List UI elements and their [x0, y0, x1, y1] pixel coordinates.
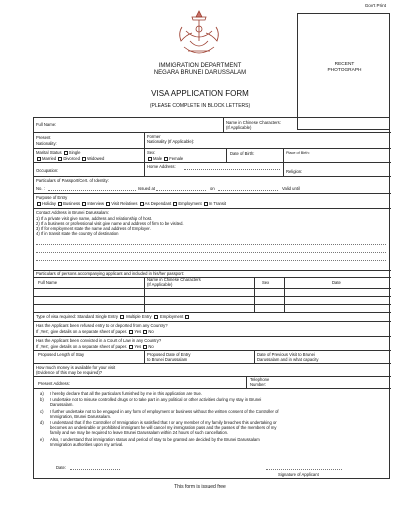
declaration-line: Immigration, Brunei Darussalam. — [50, 413, 111, 419]
declaration-key: c) — [40, 408, 44, 414]
accompany-col-sex: Sex — [262, 280, 270, 285]
money-question-1: How much money is available for your visit — [36, 365, 116, 370]
signature-label: Signature of Applicant — [278, 472, 319, 477]
employment-visa-checkbox[interactable] — [185, 315, 189, 319]
dob-label: Date of Birth: — [230, 151, 255, 156]
passport-no-label: No. : — [36, 186, 45, 191]
sex-label: Sex: — [147, 150, 156, 155]
form-title: VISA APPLICATION FORM — [151, 89, 249, 98]
refused-note: If ,Yes', give details on a separate sheet of paper. — [36, 329, 128, 334]
refused-yes-checkbox[interactable] — [129, 330, 133, 334]
declaration-key: b) — [40, 397, 44, 403]
refused-question: Has the Applicant been refused entry to or deported from any Country? — [36, 323, 168, 328]
purpose-option: In Transit — [208, 201, 227, 206]
business-checkbox[interactable] — [58, 202, 62, 206]
contact-item: 3) If for employment state the name and address of Employer. — [36, 226, 151, 231]
chinese-name-label-2: (If Applicable) — [226, 125, 252, 130]
refused-no-checkbox[interactable] — [143, 330, 147, 334]
issued-on-label: on — [210, 186, 215, 191]
dependant-checkbox[interactable] — [140, 202, 144, 206]
declaration-line: I undertake not to misuse controlled drugs or to take part in any political or other activities during my stay in Brunei — [50, 397, 262, 403]
contact-item: 4) If in transit state the country of destination — [36, 231, 119, 236]
visa-type-label: Type of visa required: Standard Single Entry — [36, 314, 118, 319]
convicted-note: If ,Yes', give details on a separate sheet of paper. — [36, 344, 128, 349]
occupation-label: Occupation: — [36, 168, 59, 173]
purpose-option: Employment — [178, 201, 202, 206]
former-nationality-label-1: Former — [147, 134, 161, 139]
convicted-no-label: No — [148, 344, 154, 349]
holiday-checkbox[interactable] — [37, 202, 41, 206]
form-table — [33, 117, 390, 479]
pob-label: Place of Birth: — [286, 151, 310, 155]
declaration-item — [40, 437, 386, 447]
issued-at-label: Issued at — [138, 186, 155, 191]
present-nationality-label-1: Present — [36, 135, 51, 140]
former-nationality-label-2: Nationality (If Applicable): — [147, 139, 195, 144]
telephone-label-2: Number: — [250, 382, 267, 387]
entry-date-label-2: to Brunei Darussalam — [147, 357, 188, 362]
entry-date-label-1: Proposed Date of Entry — [147, 352, 191, 357]
govt-print-label: Gov't Print — [364, 3, 386, 8]
male-checkbox[interactable] — [148, 157, 152, 161]
declaration-line: Immigration authorities upon my arrival. — [50, 441, 124, 447]
purpose-option: Visit Relatives — [111, 201, 138, 206]
declaration-key: a) — [40, 391, 44, 396]
present-nationality-label-2: Nationality: — [36, 141, 57, 146]
single-entry-checkbox[interactable] — [120, 315, 124, 319]
date-label: Date: — [56, 465, 67, 470]
male-label: Male — [153, 156, 163, 161]
contact-item: 1) If a private visit give name, address and relationship of host. — [36, 216, 153, 221]
multiple-entry-label: Multiple Entry — [126, 314, 152, 319]
interview-checkbox[interactable] — [82, 202, 86, 206]
photo-label-2: PHOTOGRAPH — [327, 68, 362, 73]
previous-visit-label-2: Darussalam and in what capacity — [257, 357, 319, 362]
refused-no-label: No — [148, 329, 154, 334]
declaration-line: Darussalam. — [50, 402, 74, 408]
telephone-label-1: Telephone — [250, 377, 270, 382]
valid-until-label: Valid until — [282, 186, 300, 191]
money-question-2: (Evidence of this may be required)? — [36, 370, 103, 375]
declaration-line: Also, I understand that immigration status and period of stay to be granted are decided by the Brunei Darussalam — [50, 436, 260, 442]
purpose-option: Interview — [87, 201, 105, 206]
passport-label: Particulars of Passport/Cert. of Identity: — [36, 178, 109, 183]
contact-address-label: Contact Address in Brunei Darussalam: — [36, 210, 110, 215]
multiple-entry-checkbox[interactable] — [154, 315, 158, 319]
accompany-label: Particulars of persons accompanying applicant and included in his/her passport: — [36, 271, 185, 276]
marital-status-label: Marital Status — [36, 150, 62, 155]
crest-logo — [172, 7, 226, 61]
convicted-yes-checkbox[interactable] — [129, 345, 133, 349]
married-checkbox[interactable] — [37, 157, 41, 161]
purpose-option: As Dependant — [144, 201, 172, 206]
convicted-details — [36, 344, 154, 349]
home-address-label: Home Address: — [147, 164, 176, 169]
purpose-label: Purpose of Entry — [36, 195, 68, 200]
form-subtitle: (PLEASE COMPLETE IN BLOCK LETTERS) — [149, 103, 251, 109]
widowed-label: Widowed — [87, 156, 105, 161]
accompany-col-chinese-2: (If Applicable) — [147, 282, 173, 287]
declaration-item — [40, 409, 386, 419]
refused-yes-label: Yes — [134, 329, 142, 334]
declaration-line: family and we may be required to leave Brunei Darussalam within 24 hours of such cancellation. — [50, 430, 229, 436]
visa-type — [36, 314, 190, 319]
female-checkbox[interactable] — [164, 157, 168, 161]
declaration-item — [40, 397, 386, 407]
photo-box — [297, 13, 390, 130]
transit-checkbox[interactable] — [204, 202, 208, 206]
previous-visit-label-1: Date of Previous Visit to Brunei — [257, 352, 315, 357]
issued-free-note: This form is issued free — [174, 484, 226, 490]
employment-visa-label: Employment — [160, 314, 184, 319]
department-title: IMMIGRATION DEPARTMENT — [158, 63, 242, 69]
religion-label: Religion: — [286, 169, 303, 174]
female-label: Female — [169, 156, 184, 161]
convicted-yes-label: Yes — [134, 344, 142, 349]
visit-relatives-checkbox[interactable] — [106, 202, 110, 206]
single-label: Single — [68, 150, 81, 155]
declaration-line: becomes an undesirable or prohibited immigrant he will cancel my immigration pass and the passes of the members of my — [50, 425, 277, 431]
declaration-key: e) — [40, 436, 44, 442]
present-address-label: Present Address: — [38, 381, 70, 386]
declaration-item — [40, 391, 386, 396]
purpose-option: Holiday — [42, 201, 56, 206]
declaration-line: I further undertake not to be engaged in any form of employment or business without the written consent of the Controller of — [50, 408, 279, 414]
accompany-col-date: Date — [332, 280, 341, 285]
married-label: Married — [42, 156, 57, 161]
photo-label-1: RECENT — [334, 62, 355, 67]
purpose-options — [36, 201, 226, 206]
declaration-line: I hereby declare that all the particulars furnished by me in this application are true. — [50, 391, 202, 396]
country-title: NEGARA BRUNEI DARUSSALAM — [153, 70, 247, 76]
widowed-checkbox[interactable] — [82, 157, 86, 161]
divorced-checkbox[interactable] — [58, 157, 62, 161]
declaration-line: I understand that if the Controller of Immigration is satisfied that I or any member of my family breaches this undertaking or — [50, 420, 277, 426]
purpose-option: Business — [63, 201, 81, 206]
single-checkbox[interactable] — [64, 151, 68, 155]
declarations — [40, 391, 386, 447]
divorced-label: Divorced — [63, 156, 80, 161]
declaration-item — [40, 420, 386, 436]
refused-details — [36, 329, 154, 334]
employment-checkbox[interactable] — [173, 202, 177, 206]
contact-item: 2) If a business or professional visit give name and address of firm to be visited. — [36, 221, 184, 226]
convicted-question: Has the Applicant been convicted in a Court of Law in any Country? — [36, 338, 162, 343]
chinese-name-label-1: Name in Chinese Characters: — [226, 120, 281, 125]
accompany-col-chinese-1: Name in Chinese Characters — [147, 277, 201, 282]
sex-options — [147, 156, 183, 161]
marital-options — [36, 156, 104, 161]
full-name-label: Full Name: — [36, 122, 57, 127]
convicted-no-checkbox[interactable] — [143, 345, 147, 349]
marital-status — [36, 150, 80, 155]
length-of-stay-label: Proposed Length of Stay — [38, 352, 85, 357]
accompany-col-name: Full Name — [38, 280, 58, 285]
declaration-key: d) — [40, 420, 44, 426]
